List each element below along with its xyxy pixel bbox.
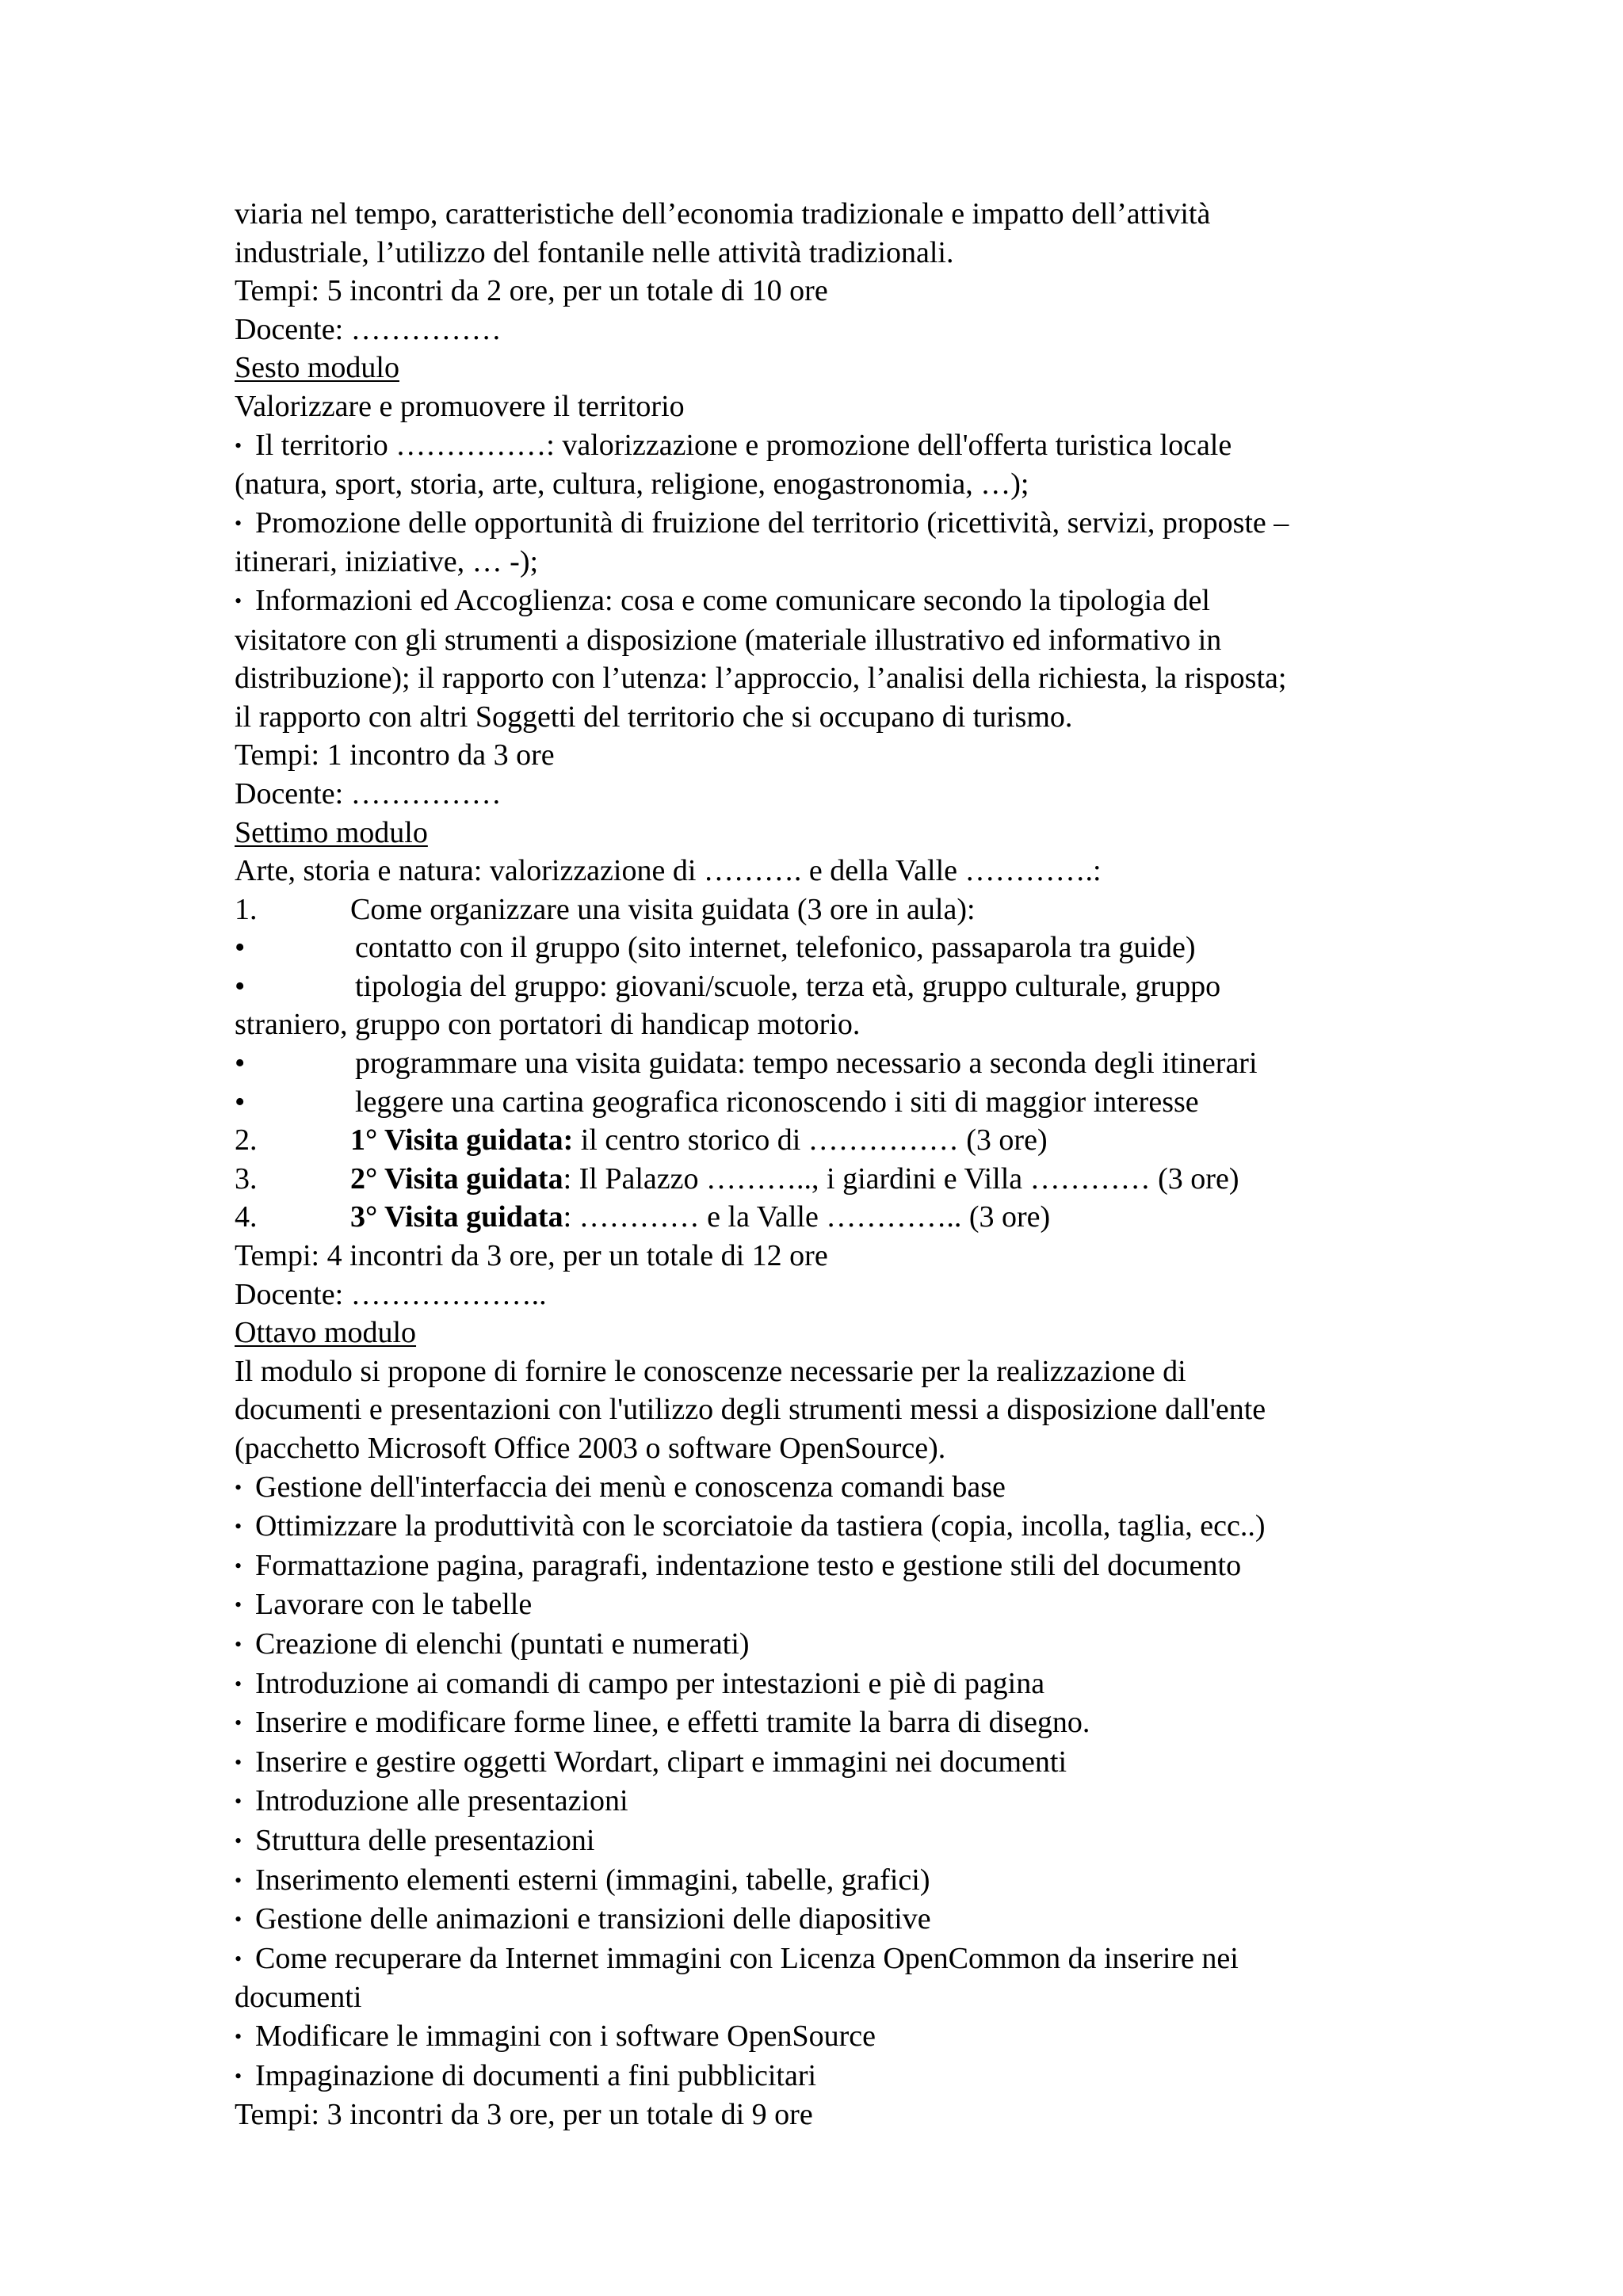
settimo-item-1: 1. Come organizzare una visita guidata (3 ore in aula): <box>235 892 976 926</box>
intro-tempi: Tempi: 5 incontri da 2 ore, per un totale di 10 ore <box>235 274 828 308</box>
ottavo-list-item: • Creazione di elenchi (puntati e numerati) <box>235 1625 1407 1665</box>
intro-line-2: industriale, l’utilizzo del fontanile nelle attività tradizionali. <box>235 235 954 269</box>
bullet-icon: • <box>235 1085 246 1119</box>
ottavo-list-item-cont: documenti <box>235 1981 362 2015</box>
ottavo-list-item: • Struttura delle presentazioni <box>235 1821 1407 1861</box>
sesto-bullet-3-cont: visitatore con gli strumenti a disposizione (materiale illustrativo ed informativo in <box>235 623 1222 657</box>
bullet-icon: • <box>235 2064 242 2088</box>
sesto-bullet-3-cont: il rapporto con altri Soggetti del territorio che si occupano di turismo. <box>235 700 1073 734</box>
sesto-bullet-3-cont: distribuzione); il rapporto con l’utenza: l’approccio, l’analisi della richiesta, la risposta; <box>235 662 1287 696</box>
ottavo-list-item: • Inserimento elementi esterni (immagini, tabelle, grafici) <box>235 1861 1407 1901</box>
bullet-icon: • <box>235 1632 242 1656</box>
bullet-icon: • <box>235 1554 242 1577</box>
settimo-subitem-4: • leggere una cartina geografica riconoscendo i siti di maggior interesse <box>235 1083 1407 1122</box>
bullet-icon: • <box>235 1790 242 1814</box>
settimo-docente: Docente: ……………….. <box>235 1277 547 1311</box>
ottavo-paragraph-line: Il modulo si propone di fornire le conoscenze necessarie per la realizzazione di <box>235 1354 1186 1388</box>
sesto-bullet-1-cont: (natura, sport, storia, arte, cultura, religione, enogastronomia, …); <box>235 467 1029 502</box>
sesto-bullet-1: • Il territorio ……………: valorizzazione e promozione dell'offerta turistica locale <box>235 426 1407 466</box>
bullet-icon: • <box>235 1908 242 1932</box>
intro-line-1: viaria nel tempo, caratteristiche dell’economia tradizionale e impatto dell’attività <box>235 197 1211 231</box>
sesto-docente: Docente: …………… <box>235 776 502 810</box>
ottavo-list-item: • Gestione dell'interfaccia dei menù e conoscenza comandi base <box>235 1468 1407 1508</box>
ottavo-list-item: • Ottimizzare la produttività con le scorciatoie da tastiera (copia, incolla, taglia, ecc..) <box>235 1507 1407 1547</box>
bullet-icon: • <box>235 433 242 457</box>
ottavo-list-item: • Gestione delle animazioni e transizioni delle diapositive <box>235 1900 1407 1939</box>
intro-docente: Docente: …………… <box>235 312 502 346</box>
settimo-subitem-3: • programmare una visita guidata: tempo necessario a seconda degli itinerari <box>235 1044 1407 1083</box>
ottavo-list-item: • Impaginazione di documenti a fini pubblicitari <box>235 2057 1407 2096</box>
settimo-item-4: 4. 3° Visita guidata: ………… e la Valle ………….. (3 ore) <box>235 1200 1051 1234</box>
settimo-subitem-2-cont: straniero, gruppo con portatori di handicap motorio. <box>235 1008 861 1042</box>
bullet-icon: • <box>235 1047 246 1081</box>
settimo-heading: Settimo modulo <box>235 815 428 849</box>
bullet-icon: • <box>235 969 246 1003</box>
bullet-icon: • <box>235 931 246 965</box>
bullet-icon: • <box>235 2024 242 2048</box>
sesto-heading: Sesto modulo <box>235 351 399 385</box>
ottavo-list-item: • Lavorare con le tabelle <box>235 1585 1407 1625</box>
ottavo-list-item: • Inserire e modificare forme linee, e effetti tramite la barra di disegno. <box>235 1703 1407 1743</box>
ottavo-list-item: • Modificare le immagini con i software OpenSource <box>235 2017 1407 2057</box>
bullet-icon: • <box>235 1475 242 1499</box>
bullet-icon: • <box>235 589 242 612</box>
bullet-icon: • <box>235 1711 242 1735</box>
ottavo-list-item: • Introduzione ai comandi di campo per intestazioni e piè di pagina <box>235 1665 1407 1704</box>
bullet-icon: • <box>235 1672 242 1695</box>
bullet-icon: • <box>235 1593 242 1617</box>
settimo-subitem-1: • contatto con il gruppo (sito internet, telefonico, passaparola tra guide) <box>235 929 1407 967</box>
bullet-icon: • <box>235 1868 242 1892</box>
ottavo-list-item: • Inserire e gestire oggetti Wordart, clipart e immagini nei documenti <box>235 1743 1407 1783</box>
sesto-bullet-2-cont: itinerari, iniziative, … -); <box>235 545 539 579</box>
ottavo-list-item: • Introduzione alle presentazioni <box>235 1782 1407 1821</box>
settimo-item-3: 3. 2° Visita guidata: Il Palazzo ……….., i giardini e Villa ………… (3 ore) <box>235 1161 1239 1196</box>
settimo-title: Arte, storia e natura: valorizzazione di ………. e della Valle ………….: <box>235 854 1102 888</box>
ottavo-tempi: Tempi: 3 incontri da 3 ore, per un totale di 9 ore <box>235 2098 813 2132</box>
sesto-bullet-3: • Informazioni ed Accoglienza: cosa e come comunicare secondo la tipologia del <box>235 582 1407 621</box>
bullet-icon: • <box>235 1515 242 1539</box>
ottavo-list-item: • Come recuperare da Internet immagini con Licenza OpenCommon da inserire nei <box>235 1939 1407 1979</box>
document-page <box>235 195 1407 2134</box>
bullet-icon: • <box>235 1947 242 1970</box>
settimo-subitem-2: • tipologia del gruppo: giovani/scuole, terza età, gruppo culturale, gruppo <box>235 967 1407 1006</box>
settimo-tempi: Tempi: 4 incontri da 3 ore, per un totale di 12 ore <box>235 1239 828 1273</box>
sesto-bullet-2: • Promozione delle opportunità di fruizione del territorio (ricettività, servizi, proposte – <box>235 504 1407 543</box>
ottavo-list-item: • Formattazione pagina, paragrafi, indentazione testo e gestione stili del documento <box>235 1547 1407 1586</box>
ottavo-heading: Ottavo modulo <box>235 1316 417 1350</box>
sesto-title: Valorizzare e promuovere il territorio <box>235 389 685 423</box>
sesto-tempi: Tempi: 1 incontro da 3 ore <box>235 738 555 772</box>
bullet-icon: • <box>235 511 242 535</box>
bullet-icon: • <box>235 1829 242 1852</box>
ottavo-paragraph-line: (pacchetto Microsoft Office 2003 o software OpenSource). <box>235 1432 946 1465</box>
bullet-icon: • <box>235 1750 242 1774</box>
ottavo-paragraph-line: documenti e presentazioni con l'utilizzo degli strumenti messi a disposizione dall'ente <box>235 1393 1266 1427</box>
settimo-item-2: 2. 1° Visita guidata: il centro storico di …………… (3 ore) <box>235 1123 1048 1158</box>
